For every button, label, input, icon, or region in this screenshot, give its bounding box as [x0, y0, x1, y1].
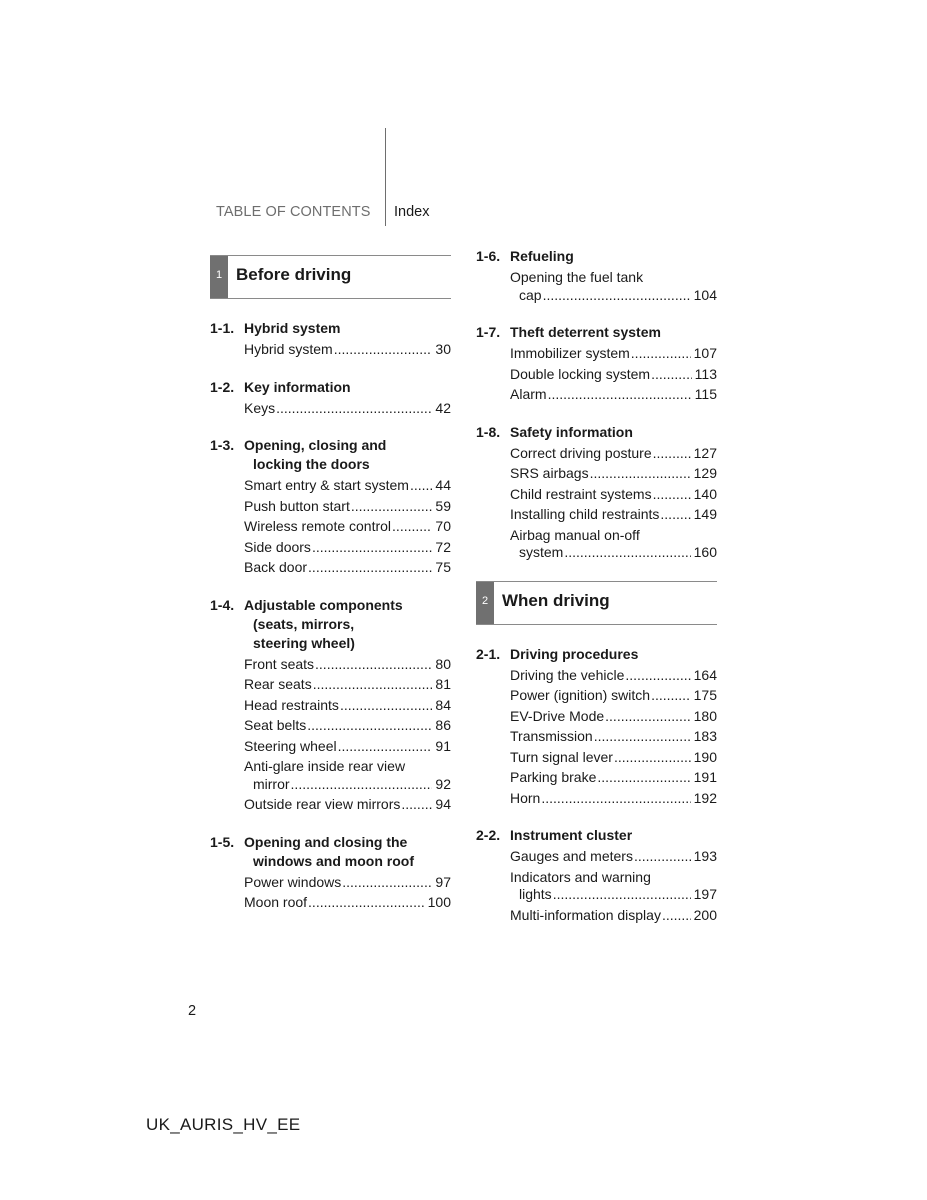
- section-title-line: Theft deterrent system: [510, 324, 661, 340]
- section-heading[interactable]: [476, 423, 717, 442]
- section-title-line: Driving procedures: [510, 645, 639, 662]
- toc-entry[interactable]: [476, 527, 717, 562]
- section-title: [510, 247, 574, 266]
- dot-leader: [338, 738, 433, 756]
- toc-entry[interactable]: [476, 345, 717, 363]
- section-heading[interactable]: [210, 833, 451, 871]
- section-title: [510, 645, 638, 664]
- entry-title: SRS airbags: [510, 465, 589, 481]
- entry-title: Smart entry & start system: [244, 477, 409, 493]
- entry-page-number: 75: [435, 559, 451, 575]
- toc-entry[interactable]: [210, 796, 451, 814]
- entry-page-number: 164: [693, 666, 717, 683]
- toc-entry[interactable]: [210, 559, 451, 577]
- section-heading[interactable]: [476, 323, 717, 342]
- entry-title: Alarm: [510, 386, 547, 402]
- toc-column-left: [210, 255, 451, 931]
- entry-title: Installing child restraints: [510, 506, 660, 522]
- entry-title: Moon roof: [244, 894, 308, 910]
- entry-page-number: 113: [694, 365, 717, 382]
- section-title-line: steering wheel): [253, 634, 355, 651]
- toc-entry[interactable]: [210, 518, 451, 536]
- entry-page-number: 97: [435, 873, 451, 890]
- entry-page-number: 190: [693, 748, 717, 765]
- dot-leader: [625, 667, 690, 685]
- entry-title-line: Opening the fuel tank: [510, 269, 644, 285]
- dot-leader: [543, 287, 691, 305]
- toc-section: [476, 645, 717, 808]
- entry-page-number: 175: [693, 687, 717, 703]
- toc-section: [210, 596, 451, 814]
- entry-title: Correct driving posture: [510, 444, 652, 461]
- dot-leader: [312, 539, 432, 557]
- entry-page-number: 91: [435, 737, 451, 754]
- section-heading[interactable]: [476, 247, 717, 266]
- section-number: 1-4.: [210, 596, 235, 613]
- entry-page-number: 44: [435, 477, 451, 493]
- entry-page-number: 70: [435, 518, 451, 534]
- toc-entry[interactable]: [210, 498, 451, 516]
- section-title-line: Key information: [244, 378, 351, 395]
- entry-page-number: 160: [693, 544, 717, 560]
- entry-title-line: system: [519, 544, 564, 560]
- section-title-line: Safety information: [510, 423, 633, 440]
- entry-title: Front seats: [244, 655, 315, 672]
- dot-leader: [651, 687, 691, 705]
- entry-page-number: 92: [435, 775, 451, 792]
- toc-section: [476, 323, 717, 404]
- toc-entry[interactable]: [476, 869, 717, 904]
- entry-page-number: 100: [427, 894, 451, 910]
- toc-entry[interactable]: [476, 790, 717, 808]
- section-number: 2-1.: [476, 645, 501, 662]
- entry-page-number: 42: [435, 399, 451, 416]
- section-title-line: (seats, mirrors,: [253, 615, 355, 632]
- section-title-line: Opening and closing the: [244, 833, 408, 850]
- dot-leader: [313, 676, 433, 694]
- toc-section: [476, 826, 717, 924]
- toc-section: [210, 833, 451, 912]
- dot-leader: [614, 749, 691, 767]
- section-number: 1-1.: [210, 320, 235, 336]
- toc-entry[interactable]: [476, 749, 717, 767]
- section-heading[interactable]: [476, 826, 717, 845]
- entry-page-number: 191: [693, 769, 717, 785]
- entry-title-line: cap: [519, 286, 542, 303]
- entry-page-number: 81: [435, 676, 451, 692]
- section-number: 1-7.: [476, 324, 501, 340]
- section-number: 1-6.: [476, 248, 501, 264]
- entry-title: Immobilizer system: [510, 345, 630, 361]
- section-title-line: Instrument cluster: [510, 827, 633, 843]
- entry-title: Wireless remote control: [244, 518, 392, 534]
- entry-title: Gauges and meters: [510, 848, 633, 864]
- dot-leader: [651, 366, 692, 384]
- toc-entry[interactable]: [476, 728, 717, 746]
- toc-entry[interactable]: [210, 676, 451, 694]
- entry-title: Child restraint systems: [510, 485, 652, 502]
- entry-title: Turn signal lever: [510, 748, 613, 765]
- index-header-label[interactable]: Index: [394, 204, 430, 220]
- page-number: 2: [188, 1003, 197, 1019]
- section-number: 1-8.: [476, 423, 501, 440]
- dot-leader: [307, 717, 432, 735]
- dot-leader: [276, 400, 432, 418]
- toc-column-right: [476, 247, 717, 943]
- entry-title-line: lights: [519, 886, 552, 902]
- entry-page-number: 127: [693, 444, 717, 461]
- entry-title: Driving the vehicle: [510, 666, 625, 683]
- entry-title: Back door: [244, 559, 308, 575]
- section-heading[interactable]: [476, 645, 717, 664]
- toc-entry[interactable]: [476, 687, 717, 705]
- entry-page-number: 149: [693, 506, 717, 522]
- toc-entry[interactable]: [210, 758, 451, 793]
- entry-page-number: 30: [435, 341, 451, 357]
- entry-page-number: 200: [693, 906, 717, 923]
- dot-leader: [401, 796, 432, 814]
- dot-leader: [631, 345, 691, 363]
- toc-entry[interactable]: [476, 386, 717, 404]
- entry-title: Transmission: [510, 728, 593, 744]
- entry-title: Parking brake: [510, 769, 597, 785]
- entry-page-number: 104: [693, 286, 717, 303]
- dot-leader: [340, 697, 432, 715]
- chapter-number-tab: 1: [210, 256, 228, 298]
- toc-entry[interactable]: [210, 717, 451, 735]
- chapter-banner: [210, 255, 451, 299]
- toc-entry[interactable]: [210, 656, 451, 674]
- section-title: [244, 436, 386, 474]
- dot-leader: [634, 848, 691, 866]
- dot-leader: [315, 656, 432, 674]
- toc-entry[interactable]: [476, 465, 717, 483]
- entry-page-number: 86: [435, 717, 451, 733]
- chapter-title[interactable]: When driving: [502, 590, 610, 610]
- toc-entry[interactable]: [210, 738, 451, 756]
- toc-entry[interactable]: [476, 486, 717, 504]
- document-code: UK_AURIS_HV_EE: [146, 1115, 301, 1134]
- entry-page-number: 140: [693, 485, 717, 502]
- entry-title: Keys: [244, 399, 276, 416]
- dot-leader: [594, 728, 691, 746]
- toc-section: [210, 378, 451, 418]
- entry-page-number: 197: [693, 886, 717, 902]
- toc-entry[interactable]: [210, 341, 451, 359]
- toc-section: [476, 423, 717, 562]
- dot-leader: [308, 559, 432, 577]
- section-title: [244, 319, 340, 338]
- entry-title: Steering wheel: [244, 737, 337, 754]
- entry-page-number: 115: [694, 386, 717, 402]
- dot-leader: [597, 769, 690, 787]
- entry-page-number: 183: [693, 728, 717, 744]
- entry-title-line: Anti-glare inside rear view: [244, 758, 406, 774]
- section-title: [244, 596, 403, 653]
- header-divider: [385, 128, 386, 226]
- section-heading[interactable]: [210, 378, 451, 397]
- entry-page-number: 193: [693, 848, 717, 864]
- section-title-line: Hybrid system: [244, 320, 341, 336]
- section-title-line: locking the doors: [253, 456, 370, 472]
- entry-title: Seat belts: [244, 717, 307, 733]
- toc-entry[interactable]: [210, 477, 451, 495]
- section-title: [510, 826, 632, 845]
- entry-title: Power (ignition) switch: [510, 687, 651, 703]
- dot-leader: [541, 790, 690, 808]
- entry-page-number: 129: [693, 465, 717, 481]
- dot-leader: [653, 445, 691, 463]
- entry-page-number: 59: [435, 497, 451, 514]
- toc-entry[interactable]: [476, 506, 717, 524]
- dot-leader: [392, 518, 432, 536]
- entry-page-number: 72: [435, 538, 451, 555]
- section-title-line: windows and moon roof: [253, 852, 414, 869]
- section-title-line: Adjustable components: [244, 596, 403, 613]
- toc-entry[interactable]: [476, 269, 717, 304]
- toc-entry[interactable]: [476, 907, 717, 925]
- toc-entry[interactable]: [210, 697, 451, 715]
- dot-leader: [410, 477, 432, 495]
- toc-entry[interactable]: [476, 366, 717, 384]
- entry-title-line: mirror: [253, 775, 290, 792]
- entry-page-number: 84: [435, 696, 451, 713]
- entry-page-number: 180: [693, 707, 717, 724]
- toc-header-label[interactable]: TABLE OF CONTENTS: [216, 204, 371, 220]
- section-title-line: Refueling: [510, 248, 574, 264]
- toc-section: [210, 319, 451, 359]
- section-heading[interactable]: [210, 436, 451, 474]
- dot-leader: [653, 486, 691, 504]
- dot-leader: [553, 886, 691, 904]
- section-number: 1-2.: [210, 378, 235, 395]
- toc-entry[interactable]: [476, 445, 717, 463]
- dot-leader: [548, 386, 692, 404]
- entry-title: Rear seats: [244, 676, 312, 692]
- dot-leader: [564, 544, 690, 562]
- entry-title: Power windows: [244, 873, 342, 890]
- entry-title: Push button start: [244, 497, 350, 514]
- entry-title: Outside rear view mirrors: [244, 796, 401, 812]
- toc-section: [210, 436, 451, 577]
- toc-entry[interactable]: [476, 708, 717, 726]
- entry-page-number: 107: [693, 345, 717, 361]
- dot-leader: [342, 874, 432, 892]
- entry-title: Head restraints: [244, 696, 339, 713]
- toc-entry[interactable]: [210, 894, 451, 912]
- entry-title-line: Airbag manual on-off: [510, 526, 640, 543]
- section-title: [510, 423, 633, 442]
- chapter-banner: [476, 581, 717, 625]
- toc-section: [476, 247, 717, 304]
- chapter-title[interactable]: Before driving: [236, 265, 352, 284]
- entry-title: Horn: [510, 789, 541, 806]
- section-heading[interactable]: [210, 319, 451, 338]
- toc-entry[interactable]: [210, 539, 451, 557]
- section-number: 1-3.: [210, 437, 235, 453]
- toc-entry[interactable]: [476, 848, 717, 866]
- toc-entry[interactable]: [476, 667, 717, 685]
- section-title: [244, 378, 351, 397]
- dot-leader: [334, 341, 433, 359]
- entry-page-number: 80: [435, 655, 451, 672]
- dot-leader: [662, 907, 691, 925]
- section-number: 1-5.: [210, 833, 235, 850]
- dot-leader: [351, 498, 433, 516]
- section-title: [510, 323, 661, 342]
- entry-title-line: Indicators and warning: [510, 868, 651, 885]
- section-heading[interactable]: [210, 596, 451, 653]
- dot-leader: [308, 894, 425, 912]
- chapter-number-tab: 2: [476, 582, 494, 624]
- entry-title: Double locking system: [510, 365, 651, 382]
- toc-entry[interactable]: [210, 874, 451, 892]
- entry-page-number: 94: [435, 796, 451, 812]
- dot-leader: [660, 506, 690, 524]
- entry-page-number: 192: [693, 789, 717, 806]
- toc-entry[interactable]: [210, 400, 451, 418]
- dot-leader: [590, 465, 691, 483]
- entry-title: Multi-information display: [510, 906, 661, 923]
- dot-leader: [605, 708, 690, 726]
- section-number: 2-2.: [476, 827, 501, 843]
- entry-title: EV-Drive Mode: [510, 707, 605, 724]
- section-title: [244, 833, 414, 871]
- entry-title: Side doors: [244, 538, 311, 555]
- entry-title: Hybrid system: [244, 341, 333, 357]
- section-title-line: Opening, closing and: [244, 437, 387, 453]
- dot-leader: [291, 776, 433, 794]
- toc-entry[interactable]: [476, 769, 717, 787]
